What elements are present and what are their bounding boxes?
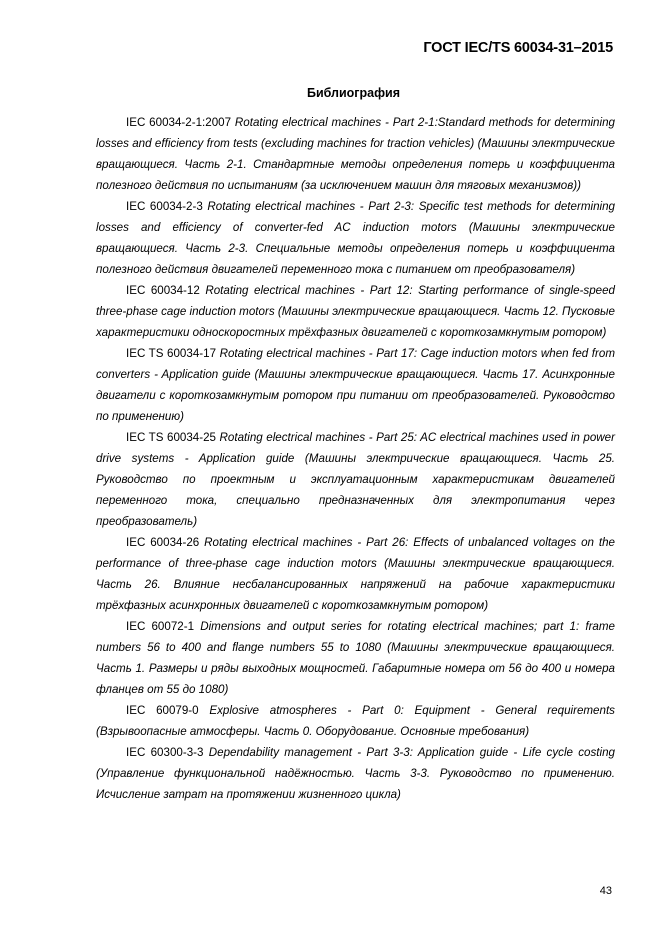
page-number: 43: [599, 885, 612, 897]
reference-text: Rotating electrical machines - Part 12: Starting performance of single-speed three-phase cage induction motors (Машины электрические вращающиеся. Часть 12. Пусковые характеристики односкоростных трёхфазных двигателей с короткозамкнутым ротором): [96, 284, 615, 339]
section-title: Библиография: [306, 86, 401, 100]
bibliography-entry: [96, 700, 615, 742]
reference-text: Rotating electrical machines - Part 2-1:Standard methods for determining losses and efficiency from tests (excluding machines for traction vehicles) (Машины электрические вращающиеся. Часть 2-1. Стандартные методы определения потерь и коэффициента полезного действия по испытаниям (за исключением машин для тяговых механизмов)): [96, 116, 615, 192]
reference-text: Rotating electrical machines - Part 26: Effects of unbalanced voltages on the performance of three-phase cage induction motors (Машины электрические вращающиеся. Часть 26. Влияние несбалансированных напряжений на рабочие характеристики трёхфазных асинхронных двигателей с короткозамкнутым ротором): [96, 536, 615, 612]
bibliography-list: [96, 112, 615, 805]
reference-text: Rotating electrical machines - Part 25: AC electrical machines used in power drive systems - Application guide (Машины электрические вращающиеся. Часть 25. Руководство по проектным и эксплуатационным характеристикам двигателей переменного тока, специально предназначенных для электропитания через преобразователь): [96, 431, 615, 528]
reference-code: IEC TS 60034-17: [126, 347, 217, 360]
reference-text: Dependability management - Part 3-3: Application guide - Life cycle costing (Управление функциональной надёжностью. Часть 3-3. Руководство по применению. Исчисление затрат на протяжении жизненного цикла): [96, 746, 615, 801]
reference-code: IEC TS 60034-25: [126, 431, 216, 444]
bibliography-entry: [96, 616, 615, 700]
reference-code: IEC 60034-12: [126, 284, 200, 297]
reference-text: Dimensions and output series for rotating electrical machines; part 1: frame numbers 56 to 400 and flange numbers 55 to 1080 (Машины электрические вращающиеся. Часть 1. Размеры и ряды выходных мощностей. Габаритные номера от 56 до 400 и номера фланцев от 55 до 1080): [96, 620, 615, 696]
bibliography-entry: [96, 343, 615, 427]
reference-text: Rotating electrical machines - Part 17: Cage induction motors when fed from converters - Application guide (Машины электрические вращающиеся. Часть 17. Асинхронные двигатели с короткозамкнутым ротором при питании от преобразователей. Руководство по применению): [96, 347, 615, 423]
document-header: ГОСТ IEC/TS 60034-31–2015: [423, 40, 613, 56]
reference-text: Rotating electrical machines - Part 2-3: Specific test methods for determining losses and efficiency of converter-fed AC induction motors (Машины электрические вращающиеся. Часть 2-3. Специальные методы определения потерь и коэффициента полезного действия двигателей переменного тока с питанием от преобразователя): [96, 200, 615, 276]
bibliography-entry: [96, 532, 615, 616]
bibliography-entry: [96, 427, 615, 532]
reference-text: Explosive atmospheres - Part 0: Equipment - General requirements (Взрывоопасные атмосферы. Часть 0. Оборудование. Основные требования): [96, 704, 615, 738]
bibliography-entry: [96, 742, 615, 805]
reference-code: IEC 60034-26: [126, 536, 200, 549]
bibliography-entry: [96, 280, 615, 343]
reference-code: IEC 60079-0: [126, 704, 199, 717]
reference-code: IEC 60300-3-3: [126, 746, 204, 759]
bibliography-entry: [96, 112, 615, 196]
bibliography-entry: [96, 196, 615, 280]
reference-code: IEC 60072-1: [126, 620, 195, 633]
reference-code: IEC 60034-2-3: [126, 200, 203, 213]
reference-code: IEC 60034-2-1:2007: [126, 116, 232, 129]
